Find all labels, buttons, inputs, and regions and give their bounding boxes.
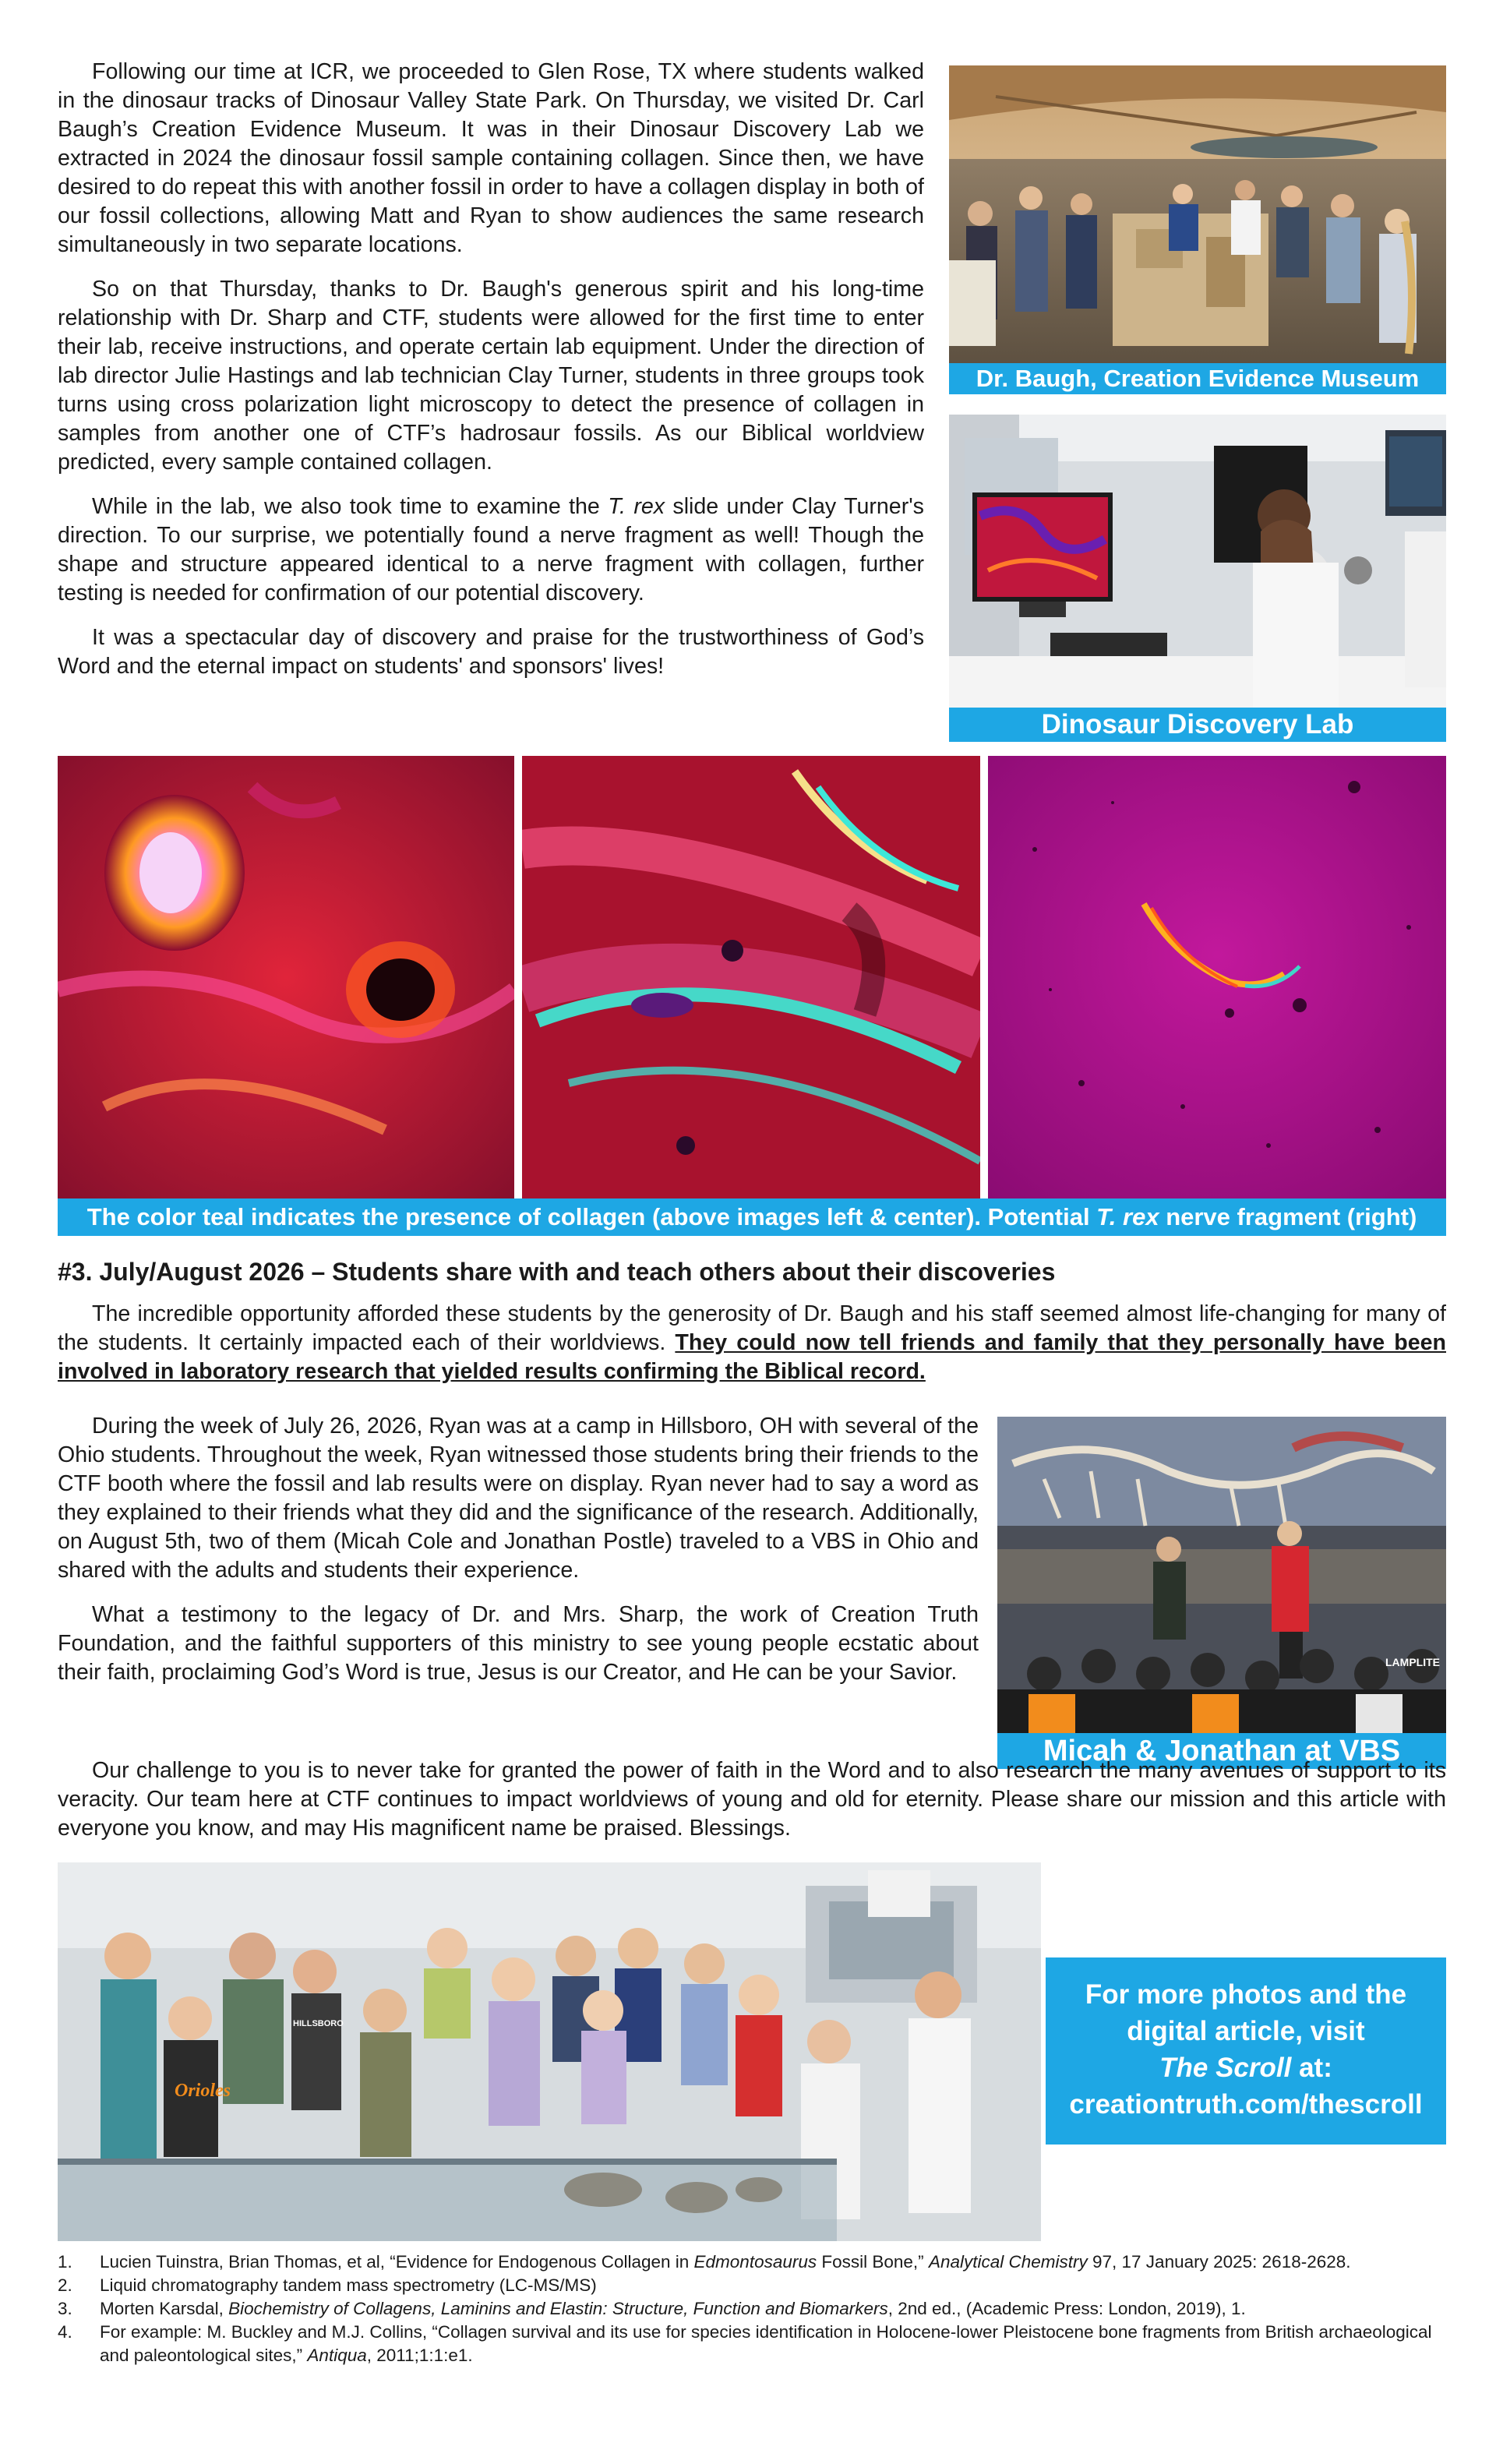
- microscopy-caption: The color teal indicates the presence of collagen (above images left & center). Potential T. rex nerve fragment (right): [58, 1198, 1446, 1236]
- reference-item: [58, 2297, 1445, 2321]
- reference-item: [58, 2250, 1445, 2274]
- promo-url[interactable]: creationtruth.com/thescroll: [1069, 2089, 1423, 2120]
- digital-article-promo-box: [1046, 1957, 1446, 2145]
- museum-caption: Dr. Baugh, Creation Evidence Museum: [949, 363, 1446, 394]
- section-3-closing-text: [58, 1756, 1446, 1843]
- reference-number: 4.: [58, 2322, 72, 2342]
- intro-paragraph-4: It was a spectacular day of discovery and praise for the trustworthiness of God’s Word and the eternal impact on students' and sponsors' lives!: [58, 625, 924, 679]
- intro-paragraph-1: Following our time at ICR, we proceeded to Glen Rose, TX where students walked in the dinosaur tracks of Dinosaur Valley State Park. On Thursday, we visited Dr. Carl Baugh’s Creation Evidence Museum. It was in their Dinosaur Discovery Lab we extracted in 2024 the dinosaur fossil sample containing collagen. Since then, we have desired to do repeat this with another fossil in order to have a collagen display in both of our fossil collections, allowing Matt and Ryan to show audiences the same research simultaneously in two separate locations.: [58, 59, 924, 257]
- intro-paragraph-2: So on that Thursday, thanks to Dr. Baugh's generous spirit and his long-time relationship with Dr. Sharp and CTF, students were allowed for the first time to enter their lab, receive instructions, and operate certain lab equipment. Under the direction of lab director Julie Hastings and lab technician Clay Turner, students in three groups took turns using cross polarization light microscopy to detect the presence of collagen in samples from another one of CTF’s hadrosaur fossils. As our Biblical worldview predicted, every sample contained collagen.: [58, 277, 924, 475]
- orioles-shirt-text: Orioles: [175, 2081, 231, 2101]
- reference-text: Lucien Tuinstra, Brian Thomas, et al, “Evidence for Endogenous Collagen in: [100, 2252, 694, 2272]
- references-list: [58, 2250, 1445, 2367]
- reference-text: Edmontosaurus: [693, 2252, 817, 2272]
- reference-item: [58, 2274, 1445, 2297]
- lab-caption: Dinosaur Discovery Lab: [949, 708, 1446, 742]
- vbs-caption: Micah & Jonathan at VBS: [997, 1733, 1446, 1769]
- lamplite-shirt-text: LAMPLITE: [1385, 1656, 1440, 1668]
- nerve-fragment-microscopy-right-photo: [988, 756, 1446, 1198]
- reference-text: Fossil Bone,”: [817, 2252, 929, 2272]
- section-3-paragraph-3: What a testimony to the legacy of Dr. and Mrs. Sharp, the work of Creation Truth Foundation, and the faithful supporters of this ministry to see young people ecstatic about their faith, proclaiming God’s Word is true, Jesus is our Creator, and He can be your Savior.: [58, 1602, 979, 1685]
- promo-line-1: For more photos and the: [1085, 1979, 1407, 2010]
- section-3-full-width-text: [58, 1300, 1446, 1386]
- section-3-paragraph-2: During the week of July 26, 2026, Ryan was at a camp in Hillsboro, OH with several of the Ohio students. Throughout the week, Ryan witnessed those students bring their friends to the CTF booth where the fossil and lab results were on display. Ryan never had to say a word as they explained to their friends what they did and the significance of the research. Additionally, on August 5th, two of them (Micah Cole and Jonathan Postle) traveled to a VBS in Ohio and shared with the adults and students their experience.: [58, 1414, 979, 1583]
- section-3-left-column: [58, 1412, 979, 1687]
- reference-item: [58, 2321, 1445, 2367]
- group-photo: [58, 1862, 1041, 2241]
- reference-text: 97, 17 January 2025: 2618-2628.: [1087, 2252, 1351, 2272]
- reference-text: , 2nd ed., (Academic Press: London, 2019), 1.: [887, 2299, 1246, 2318]
- reference-text: For example: M. Buckley and M.J. Collins, “Collagen survival and its use for species identification in Holocene-lower Pleistocene bone fragments from British archaeological and paleontological sites,”: [100, 2322, 1432, 2365]
- museum-photo: [949, 65, 1446, 363]
- promo-line-3: The Scroll at:: [1159, 2053, 1332, 2083]
- collagen-microscopy-left-photo: [58, 756, 514, 1198]
- collagen-microscopy-center-photo: [522, 756, 980, 1198]
- reference-number: 3.: [58, 2299, 72, 2318]
- reference-text: Biochemistry of Collagens, Laminins and Elastin: Structure, Function and Biomarkers: [228, 2299, 888, 2318]
- reference-number: 2.: [58, 2275, 72, 2295]
- intro-paragraph-3: While in the lab, we also took time to examine the T. rex slide under Clay Turner's direction. To our surprise, we potentially found a nerve fragment as well! Though the shape and structure appeared identical to a nerve fragment with collagen, further testing is needed for confirmation of our potential discovery.: [58, 494, 924, 605]
- section-3-paragraph-1: The incredible opportunity afforded these students by the generosity of Dr. Baugh and his staff seemed almost life-changing for many of the students. It certainly impacted each of their worldviews. They could now tell friends and family that they personally have been involved in laboratory research that yielded results confirming the Biblical record.: [58, 1301, 1446, 1384]
- reference-text: Analytical Chemistry: [928, 2252, 1088, 2272]
- reference-text: Liquid chromatography tandem mass spectrometry (LC-MS/MS): [100, 2275, 597, 2295]
- section-3-paragraph-4: Our challenge to you is to never take for granted the power of faith in the Word and to also research the many avenues of support to its veracity. Our team here at CTF continues to impact worldviews of young and old for eternity. Please share our mission and this article with everyone you know, and may His magnificent name be praised. Blessings.: [58, 1758, 1446, 1841]
- reference-text: Morten Karsdal,: [100, 2299, 229, 2318]
- reference-text: , 2011;1:1:e1.: [366, 2346, 473, 2365]
- intro-text-column: [58, 58, 924, 681]
- reference-number: 1.: [58, 2252, 72, 2272]
- promo-line-2: digital article, visit: [1127, 2016, 1365, 2046]
- lab-photo: [949, 415, 1446, 708]
- hillsboro-shirt-text: HILLSBORO: [293, 2019, 344, 2028]
- section-3-heading: #3. July/August 2026 – Students share with and teach others about their discoveries: [58, 1258, 1056, 1286]
- vbs-photo: [997, 1417, 1446, 1733]
- reference-text: Antiqua: [307, 2346, 367, 2365]
